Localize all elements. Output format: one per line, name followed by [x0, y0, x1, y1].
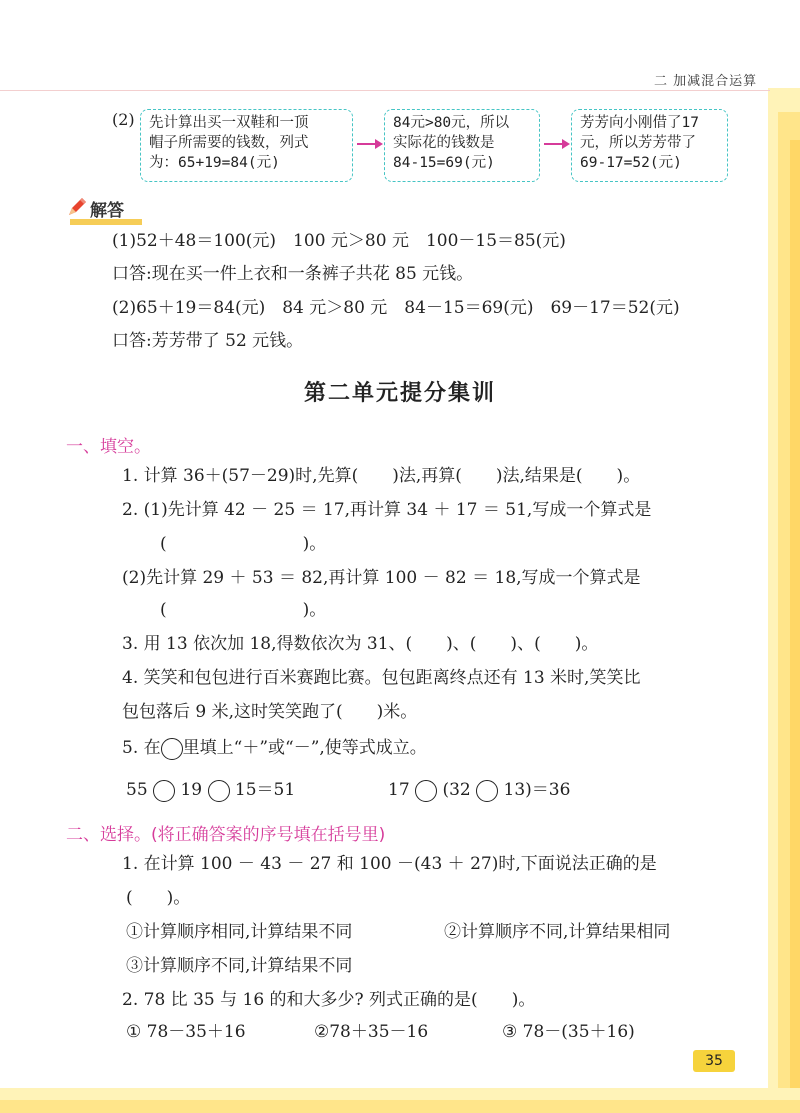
operator-circle[interactable]: [476, 780, 498, 802]
flow-box-line: 芳芳向小刚借了17: [580, 115, 699, 131]
step-label: (2): [112, 110, 135, 129]
answer-blank[interactable]: ( )。: [160, 600, 327, 620]
choice-question-1: 1. 在计算 100 － 43 － 27 和 100 －(43 ＋ 27)时,下面说法正确的是: [122, 854, 657, 874]
equation-term: 55: [126, 780, 148, 800]
answer-line: 口答:现在买一件上衣和一条裤子共花 85 元钱。: [112, 264, 474, 284]
equation-term: 19: [180, 780, 203, 800]
equation-term: 17: [388, 780, 410, 800]
equation-term: (32: [442, 780, 471, 800]
circle-blank: [161, 738, 183, 760]
equation-1: [126, 778, 295, 802]
choice-option[interactable]: ① 78－35＋16: [126, 1022, 246, 1042]
flow-box-3: [571, 109, 728, 182]
flow-box-line: 84元>80元，所以: [393, 115, 510, 131]
choice-option[interactable]: ③计算顺序不同,计算结果不同: [126, 956, 353, 976]
choice-option[interactable]: ②计算顺序不同,计算结果相同: [444, 922, 671, 942]
operator-circle[interactable]: [208, 780, 230, 802]
question-4-cont: 包包落后 9 米,这时笑笑跑了( )米。: [122, 702, 418, 722]
flow-box-line: 84-15=69(元): [393, 155, 495, 171]
question-2-2: (2)先计算 29 ＋ 53 ＝ 82,再计算 100 － 82 ＝ 18,写成一个算式是: [122, 568, 641, 588]
page-number: 35: [693, 1050, 735, 1072]
header-rule: [0, 90, 770, 91]
chapter-header: 二 加减混合运算: [654, 74, 758, 89]
equation-2: [388, 778, 570, 802]
unit-title: 第二单元提分集训: [303, 381, 496, 406]
flow-box-line: 实际花的钱数是: [393, 135, 495, 151]
answer-line: 口答:芳芳带了 52 元钱。: [112, 331, 304, 351]
answer-label: 解答: [90, 201, 124, 221]
operator-circle[interactable]: [415, 780, 437, 802]
question-5-text: 里填上“＋”或“－”,使等式成立。: [182, 738, 427, 758]
question-1: 1. 计算 36＋(57－29)时,先算( )法,再算( )法,结果是( )。: [122, 466, 641, 486]
question-2-1: 2. (1)先计算 42 － 25 ＝ 17,再计算 34 ＋ 17 ＝ 51,写成一个算式是: [122, 500, 652, 520]
flow-box-line: 帽子所需要的钱数，列式: [149, 135, 309, 151]
page-edge: [790, 140, 800, 1113]
answer-blank[interactable]: ( )。: [126, 888, 191, 908]
flow-box-1: [140, 109, 353, 182]
flow-box-line: 先计算出买一双鞋和一顶: [149, 115, 309, 131]
question-5-prefix: 5. 在: [122, 738, 161, 758]
choice-option[interactable]: ③ 78－(35＋16): [502, 1022, 635, 1042]
flow-box-line: 为：65+19=84(元): [149, 155, 280, 171]
flow-box-line: 69-17=52(元): [580, 155, 682, 171]
flow-box-2: [384, 109, 540, 182]
operator-circle[interactable]: [153, 780, 175, 802]
section-heading-choice: 二、选择。(将正确答案的序号填在括号里): [66, 825, 386, 845]
flow-box-line: 元，所以芳芳带了: [580, 135, 696, 151]
question-5: [122, 736, 427, 760]
choice-option[interactable]: ①计算顺序相同,计算结果不同: [126, 922, 353, 942]
equation-term: 13)＝36: [503, 780, 571, 800]
equation-term: 15＝51: [234, 780, 296, 800]
answer-line: (2)65＋19＝84(元) 84 元＞80 元 84－15＝69(元) 69－17＝52(元): [112, 298, 680, 318]
section-heading-fill-blank: 一、填空。: [66, 437, 151, 457]
question-4: 4. 笑笑和包包进行百米赛跑比赛。包包距离终点还有 13 米时,笑笑比: [122, 668, 641, 688]
choice-question-2: 2. 78 比 35 与 16 的和大多少? 列式正确的是( )。: [122, 990, 536, 1010]
choice-option[interactable]: ②78＋35－16: [314, 1022, 429, 1042]
arrow-right-icon: [543, 137, 571, 151]
answer-line: (1)52＋48＝100(元) 100 元＞80 元 100－15＝85(元): [112, 231, 566, 251]
arrow-right-icon: [356, 137, 384, 151]
page-edge-bottom: [0, 1100, 800, 1113]
answer-blank[interactable]: ( )。: [160, 534, 327, 554]
question-3: 3. 用 13 依次加 18,得数依次为 31、( )、( )、( )。: [122, 634, 599, 654]
pencil-icon: [66, 196, 88, 218]
